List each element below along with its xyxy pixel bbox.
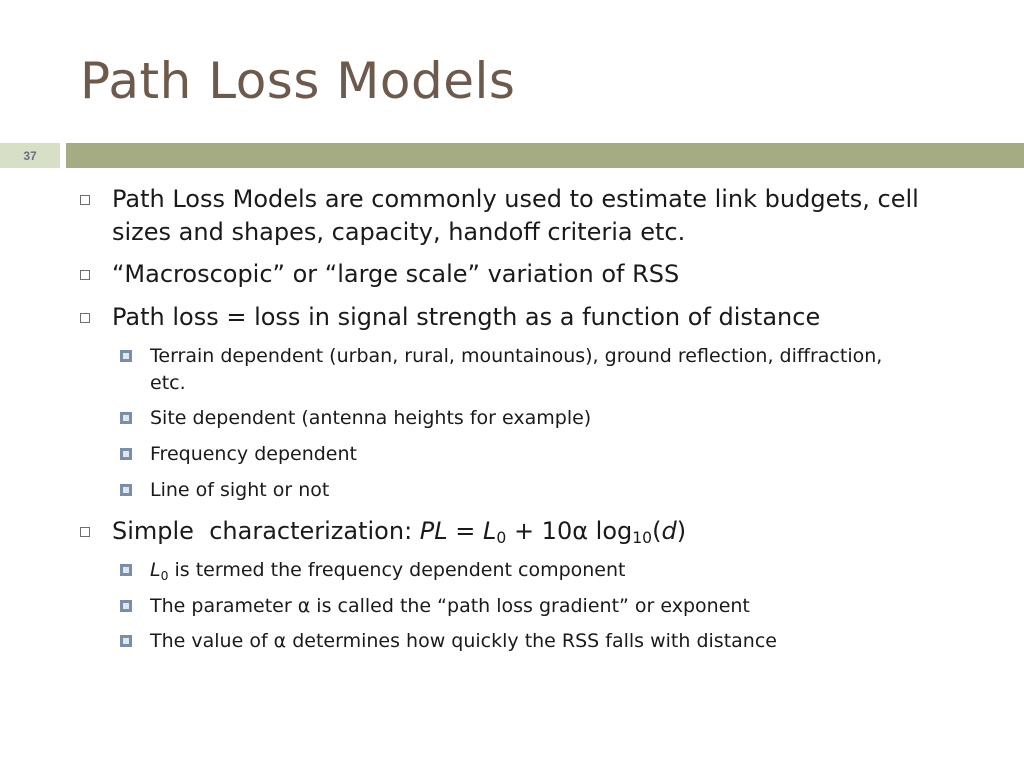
- formula-log-base: 10: [632, 529, 653, 547]
- formula-equals: =: [447, 517, 484, 545]
- formula-pl: PL: [419, 517, 448, 545]
- formula-l: L: [483, 517, 497, 545]
- sub-bullet-text: [150, 557, 626, 584]
- sub-bullet-line-of-sight: [120, 477, 329, 504]
- bullet-text: Path Loss Models are commonly used to estimate link budgets, cell sizes and shapes, capacity, handoff criteria etc.: [112, 185, 919, 246]
- page-number: 37: [0, 143, 60, 168]
- formula-d: d: [661, 517, 677, 545]
- filled-square-bullet-icon: [120, 635, 132, 647]
- sub-bullet-terrain: [120, 343, 890, 397]
- formula-line: [112, 515, 686, 548]
- sub-bullet-text: Frequency dependent: [150, 443, 357, 465]
- filled-square-bullet-icon: [120, 564, 132, 576]
- l0-subscript: 0: [160, 569, 169, 583]
- sub-bullet-alpha-effect: [120, 628, 777, 655]
- formula-prefix: Simple characterization:: [112, 517, 420, 545]
- sub-bullet-text: The value of α determines how quickly the RSS falls with distance: [150, 630, 777, 652]
- hollow-square-bullet-icon: [80, 270, 90, 280]
- sub-bullet-alpha-parameter: [120, 593, 750, 620]
- formula-paren-close: ): [676, 517, 687, 545]
- hollow-square-bullet-icon: [80, 527, 90, 537]
- formula-plus-term: + 10α log: [506, 517, 633, 545]
- l0-symbol: L: [150, 559, 161, 581]
- sub-bullet-text: The parameter α is called the “path loss gradient” or exponent: [150, 595, 750, 617]
- sub-bullet-site: [120, 405, 591, 432]
- filled-square-bullet-icon: [120, 600, 132, 612]
- bullet-text: “Macroscopic” or “large scale” variation of RSS: [112, 260, 680, 288]
- bullet-text: Path loss = loss in signal strength as a function of distance: [112, 303, 821, 331]
- sub-bullet-text: Site dependent (antenna heights for example): [150, 407, 592, 429]
- formula-paren-open: (: [652, 517, 662, 545]
- bullet-path-loss-definition: [80, 301, 820, 334]
- formula-l-subscript: 0: [496, 529, 507, 547]
- filled-square-bullet-icon: [120, 412, 132, 424]
- bullet-simple-characterization: [80, 515, 686, 548]
- sub-bullet-l0: [120, 557, 626, 584]
- bullet-macroscopic: [80, 258, 679, 291]
- filled-square-bullet-icon: [120, 448, 132, 460]
- hollow-square-bullet-icon: [80, 195, 90, 205]
- filled-square-bullet-icon: [120, 484, 132, 496]
- hollow-square-bullet-icon: [80, 313, 90, 323]
- sub-bullet-frequency: [120, 441, 357, 468]
- sub-bullet-text: Line of sight or not: [150, 479, 330, 501]
- l0-description: is termed the frequency dependent component: [168, 559, 626, 581]
- filled-square-bullet-icon: [120, 350, 132, 362]
- sub-bullet-text: Terrain dependent (urban, rural, mountainous), ground reflection, diffraction, etc.: [150, 345, 883, 394]
- bullet-link-budgets: [80, 183, 980, 249]
- slide-title: Path Loss Models: [80, 52, 516, 110]
